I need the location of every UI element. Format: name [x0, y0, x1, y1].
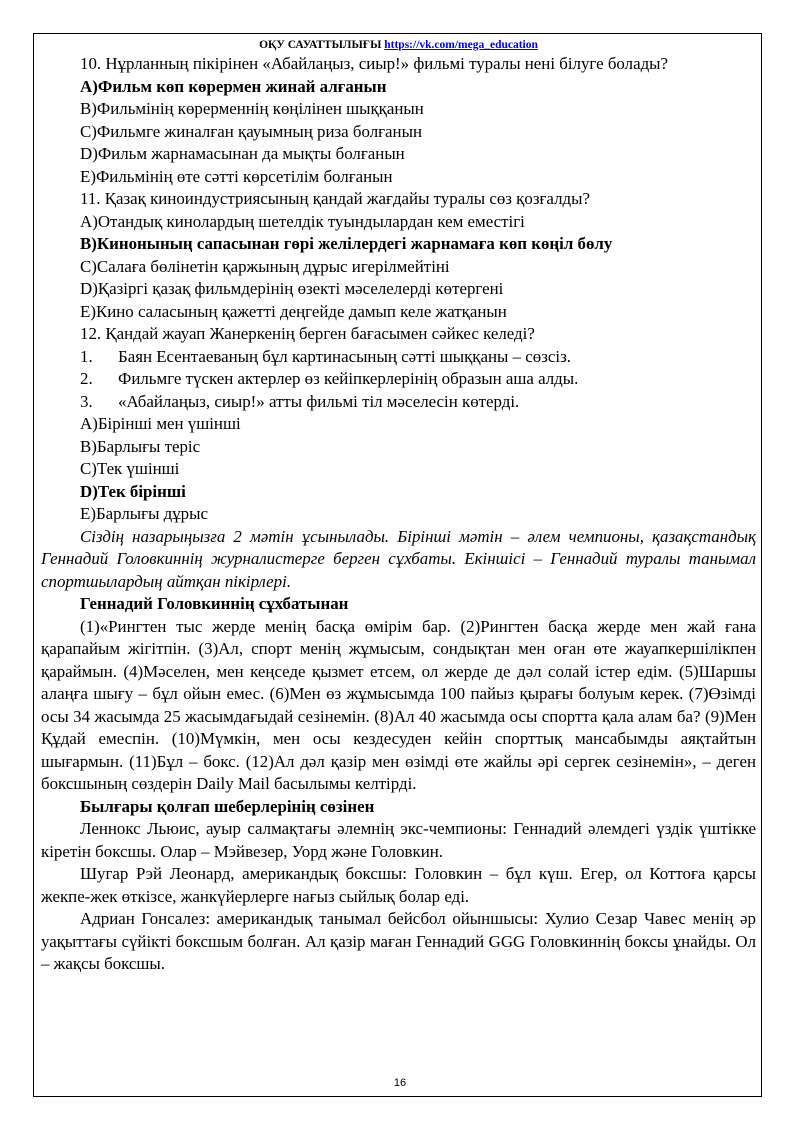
q10-option-e: Е)Фильмінің өте сәтті көрсетілім болғанын	[80, 166, 393, 186]
statement-text: «Абайлаңыз, сиыр!» атты фильмі тіл мәселесін көтерді.	[118, 391, 520, 411]
q11-option-d: D)Қазіргі қазақ фильмдерінің өзекті мәселелерді көтергені	[80, 279, 504, 298]
masters-paragraph-3: Адриан Гонсалез: американдық танымал бейсбол ойыншысы: Хулио Сезар Чавес менің әр уақыттағы сүйікті боксшым болған. Ал қазір маған Геннадий GGG Головкиннің боксы ұнайды. Ол – жақсы боксшы.	[41, 909, 756, 973]
masters-paragraph-1: Леннокс Льюис, ауыр салмақтағы әлемнің экс-чемпионы: Геннадий әлемдегі үздік үштікке кіретін боксшы. Олар – Мэйвезер, Уорд және Головкин.	[41, 819, 756, 861]
q12-option-b: В)Барлығы теріс	[80, 436, 201, 456]
statement-number: 1.	[80, 346, 93, 366]
question-12: 12. Қандай жауап Жанеркенің берген бағасымен сәйкес келеді?	[80, 324, 535, 343]
q12-option-d: D)Тек бірінші	[80, 481, 186, 501]
q11-option-c: С)Салаға бөлінетін қаржының дұрыс игерілмейтіні	[80, 256, 450, 276]
q10-option-c: С)Фильмге жиналған қауымның риза болғанын	[80, 121, 422, 141]
q12-option-a: А)Бірінші мен үшінші	[80, 414, 241, 433]
question-11: 11. Қазақ киноиндустриясының қандай жағдайы туралы сөз қозғалды?	[80, 189, 590, 208]
statement-number: 3.	[80, 391, 93, 411]
q12-statement-3	[41, 391, 756, 414]
page-header	[41, 38, 756, 52]
header-title: ОҚУ САУАТТЫЛЫҒЫ	[259, 39, 382, 51]
q11-option-b: В)Кинонының сапасынан гөрі желілердегі жарнамаға көп көңіл бөлу	[80, 234, 613, 253]
texts-intro: Сіздің назарыңызға 2 мәтін ұсынылады. Бірінші мәтін – әлем чемпионы, қазақстандық Геннадий Головкиннің журналистерге берген сұхбаты. Екіншісі – Геннадий туралы танымал спортшылардың айтқан пікірлері.	[41, 526, 756, 591]
page-number: 16	[393, 1077, 407, 1089]
masters-heading: Былғары қолғап шеберлерінің сөзінен	[80, 796, 375, 816]
statement-text: Баян Есентаеваның бұл картинасының сәтті шыққаны – сөзсіз.	[118, 346, 571, 366]
q12-statement-2	[41, 368, 756, 391]
question-10: 10. Нұрланның пікірінен «Абайлаңыз, сиыр!» фильмі туралы нені білуге болады?	[80, 54, 669, 73]
statement-text: Фильмге түскен актерлер өз кейіпкерлерінің образын аша алды.	[118, 369, 579, 388]
interview-heading: Геннадий Головкиннің сұхбатынан	[80, 594, 349, 613]
q10-option-d: D)Фильм жарнамасынан да мықты болғанын	[80, 144, 405, 163]
header-link[interactable]: https://vk.com/mega_education	[384, 39, 538, 51]
q10-option-b: В)Фильмінің көрерменнің көңілінен шыққанын	[80, 99, 424, 118]
masters-paragraph-2: Шугар Рэй Леонард, американдық боксшы: Головкин – бұл күш. Егер, ол Коттоға қарсы жекпе-жек өткізсе, жанкүйерлерге нағыз сыйлық болар еді.	[41, 864, 756, 906]
q12-statement-1	[41, 346, 756, 369]
q12-option-c: С)Тек үшінші	[80, 459, 180, 478]
statement-number: 2.	[80, 369, 93, 388]
q11-option-e: Е)Кино саласының қажетті деңгейде дамып келе жатқанын	[80, 301, 507, 321]
q12-option-e: Е)Барлығы дұрыс	[80, 504, 208, 523]
interview-text: (1)«Рингтен тыс жерде менің басқа өмірім бар. (2)Рингтен басқа жерде мен жай ғана қарапайым жігітпін. (3)Ал, спорт менің жұмысым, сондықтан мен оған өте жауапкершілікпен қараймын. (4)Мәселен, мен кеңседе қызмет етсем, ол жерде де дәл солай істер едім. (5)Шаршы алаңға шығу – бұл ойын емес. (6)Мен өз жұмысымда 100 пайыз қырағы болуым керек. (7)Өзімді осы 34 жасымда 25 жасымдағыдай сезінемін. (8)Ал 40 жасымда осы спортта қала алам ба? (9)Мен Құдай емеспін. (10)Мүмкін, мен осы кездесуден кейін спорттық мансабымды аяқтайтын шығармын. (11)Бұл – бокс. (12)Ал дәл қазір мен өзімді өте жайлы әрі сергек сезінемін», – деген боксшының сөздерін Daily Mail басылымы келтірді.	[41, 616, 756, 793]
document-body	[41, 38, 756, 976]
q11-option-a: А)Отандық кинолардың шетелдік туындылардан кем еместігі	[80, 211, 525, 231]
q10-option-a: А)Фильм көп көрермен жинай алғанын	[80, 76, 387, 96]
